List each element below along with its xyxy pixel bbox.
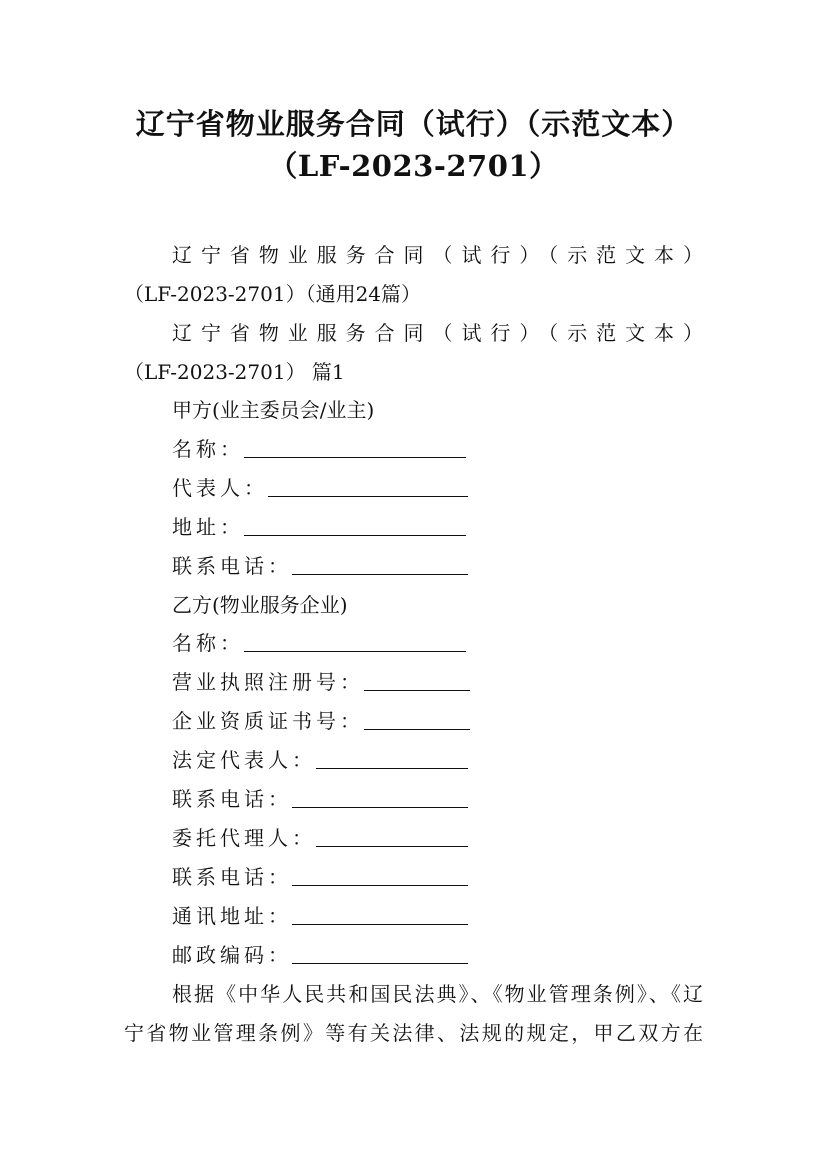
- party-b-agent-phone-row: [172, 864, 468, 890]
- intro-paragraph-2-line-2: （LF-2023-2701） 篇1: [124, 360, 345, 384]
- fill-blank-line: [292, 865, 468, 886]
- party-b-mail-address-row: [172, 903, 468, 929]
- field-label: 邮政编码：: [172, 943, 292, 967]
- body-paragraph-line-1: 根据《中华人民共和国民法典》、《物业管理条例》、《辽: [172, 982, 703, 1006]
- intro-paragraph-1-line-1: 辽宁省物业服务合同（试行）（示范文本）: [172, 243, 703, 267]
- field-label: 名称：: [172, 631, 244, 655]
- party-b-agent-row: [172, 825, 468, 851]
- party-a-name-row: [172, 436, 466, 462]
- fill-blank-line: [292, 943, 468, 964]
- party-a-representative-row: [172, 475, 468, 501]
- intro-paragraph-1-line-2: （LF-2023-2701）（通用24篇）: [124, 282, 422, 306]
- field-label: 地址：: [172, 515, 244, 539]
- document-code: （LF-2023-2701）: [268, 149, 559, 183]
- fill-blank-line: [292, 787, 468, 808]
- party-b-name-row: [172, 630, 466, 656]
- field-label: 代表人：: [172, 476, 268, 500]
- party-a-phone-row: [172, 553, 468, 579]
- party-b-postcode-row: [172, 942, 468, 968]
- fill-blank-line: [364, 670, 470, 691]
- fill-blank-line: [292, 554, 468, 575]
- fill-blank-line: [292, 904, 468, 925]
- party-b-qualification-row: [172, 708, 470, 734]
- field-label: 通讯地址：: [172, 904, 292, 928]
- field-label: 名称：: [172, 437, 244, 461]
- party-b-legal-rep-row: [172, 747, 468, 773]
- fill-blank-line: [316, 748, 468, 769]
- party-b-license-row: [172, 669, 470, 695]
- fill-blank-line: [316, 826, 468, 847]
- party-b-phone-row: [172, 786, 468, 812]
- document-title: 辽宁省物业服务合同（试行）（示范文本）: [135, 107, 692, 141]
- body-paragraph-line-2: 宁省物业管理条例》等有关法律、法规的规定，甲乙双方在: [124, 1021, 703, 1045]
- fill-blank-line: [364, 709, 470, 730]
- fill-blank-line: [244, 437, 466, 458]
- party-a-address-row: [172, 514, 466, 540]
- field-label: 联系电话：: [172, 554, 292, 578]
- field-label: 企业资质证书号：: [172, 709, 364, 733]
- intro-paragraph-2-line-1: 辽宁省物业服务合同（试行）（示范文本）: [172, 321, 703, 345]
- fill-blank-line: [268, 476, 468, 497]
- field-label: 联系电话：: [172, 787, 292, 811]
- field-label: 法定代表人：: [172, 748, 316, 772]
- party-a-heading: 甲方(业主委员会/业主): [172, 398, 375, 422]
- party-b-heading: 乙方(物业服务企业): [172, 593, 348, 617]
- fill-blank-line: [244, 631, 466, 652]
- field-label: 委托代理人：: [172, 826, 316, 850]
- field-label: 营业执照注册号：: [172, 670, 364, 694]
- fill-blank-line: [244, 515, 466, 536]
- field-label: 联系电话：: [172, 865, 292, 889]
